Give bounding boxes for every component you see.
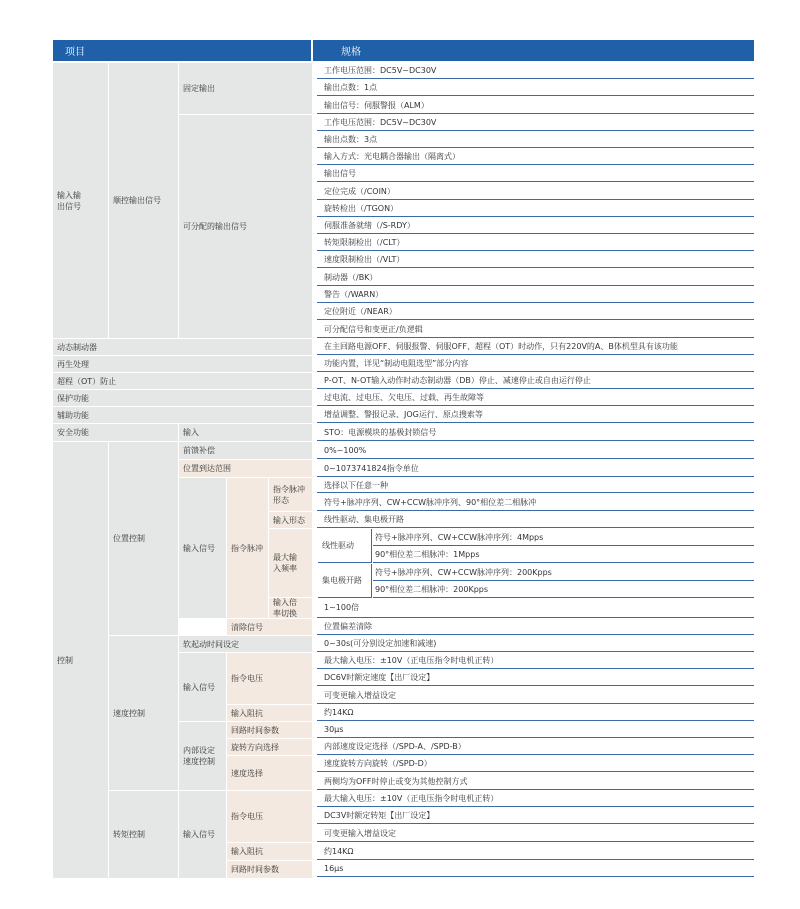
spec-row-text: 警告（/WARN）: [324, 290, 384, 299]
spec-row: [317, 269, 754, 286]
label-dynamic-brake: 动态制动器: [53, 339, 312, 355]
spec-row-text: 可变更输入增益设定: [324, 828, 396, 838]
spec-row: [317, 653, 754, 669]
spec-row: [317, 424, 754, 441]
spec-row: [317, 861, 754, 877]
spec-row-text: 最大输入电压：±10V（正电压指令时电机正转）: [324, 794, 499, 803]
label-open-collector: 集电极开路: [318, 564, 372, 598]
freq-oc-b: 90°相位差二相脉冲：200Kpps: [373, 582, 754, 598]
spec-row-text: 增益调整、警报记录、JOG运行、原点搜索等: [324, 410, 483, 419]
spec-row: [317, 687, 754, 704]
label-max-freq: 最大输 入频率: [269, 529, 312, 597]
label-mult-switch: 输入倍 率切换: [269, 598, 312, 618]
label-torque-input-impedance: 输入阻抗: [227, 843, 312, 860]
label-position-control: 位置控制: [109, 442, 178, 635]
label-regen: 再生处理: [53, 356, 312, 372]
spec-row-text: DC6V时额定速度【出厂设定】: [324, 673, 435, 682]
spec-row-text: 功能内置，详见“制动电阻选型”部分内容: [324, 359, 469, 368]
spec-row-text: 速度限制检出（/VLT）: [324, 255, 405, 264]
label-speed-input-signal: 输入信号: [179, 653, 226, 721]
spec-row-text: DC3V时额定转矩【出厂设定】: [324, 811, 435, 820]
label-safety: 安全功能: [53, 424, 178, 441]
spec-row: [317, 739, 754, 755]
spec-row-text: STO：电源模块的基极封锁信号: [324, 427, 437, 437]
label-seq-output: 顺控输出信号: [109, 63, 178, 338]
spec-row-text: 过电流、过电压、欠电压、过载、再生故障等: [324, 393, 484, 402]
spec-row-text: 选择以下任意一种: [324, 480, 388, 490]
spec-row: [317, 598, 754, 618]
label-soft-start: 软起动时间设定: [179, 636, 312, 652]
label-torque-input-signal: 输入信号: [179, 791, 226, 878]
spec-row-text: 30μs: [324, 725, 344, 734]
spec-row-text: 定位附近（/NEAR）: [324, 307, 397, 316]
spec-row-text: 制动器（/BK）: [324, 272, 378, 282]
spec-row: [317, 808, 754, 824]
spec-row: [317, 773, 754, 790]
spec-row: [317, 235, 754, 251]
label-speed-cmd-voltage: 指令电压: [227, 653, 312, 704]
label-torque-control: 转矩控制: [109, 791, 178, 878]
spec-row: [317, 636, 754, 652]
freq-oc-a: 符号+脉冲序列、CW+CCW脉冲序列：200Kpps: [373, 564, 754, 581]
label-pulse-form: 指令脉冲 形态: [269, 478, 312, 511]
header-spec: [313, 40, 754, 61]
spec-row-text: 输出信号: [324, 169, 356, 178]
spec-row-text: 伺服准备就绪（/S-RDY）: [324, 221, 415, 230]
spec-row-text: 符号+脉冲序列、CW+CCW脉冲序列、90°相位差二相脉冲: [324, 497, 537, 507]
label-torque-cmd-voltage: 指令电压: [227, 791, 312, 842]
label-speed-select: 速度选择: [227, 756, 312, 790]
label-io-signal: 输入输 出信号: [53, 63, 108, 338]
label-aux: 辅助功能: [53, 407, 312, 423]
label-assignable-output: 可分配的输出信号: [179, 115, 312, 338]
label-protect: 保护功能: [53, 390, 312, 406]
spec-row: [317, 478, 754, 493]
spec-row: [317, 201, 754, 217]
spec-row: [317, 791, 754, 807]
spec-row: [317, 705, 754, 721]
spec-row-text: 0~1073741824指令单位: [324, 463, 419, 473]
spec-row: [317, 97, 754, 114]
spec-row-text: 约14KΩ: [324, 846, 354, 856]
spec-row: [317, 287, 754, 303]
label-speed-control: 速度控制: [109, 636, 178, 790]
label-speed-loop-time: 回路时间参数: [227, 722, 312, 738]
spec-row: [317, 494, 754, 511]
label-position-range: 位置到达范围: [179, 460, 312, 477]
spec-row: [317, 63, 754, 79]
spec-row-text: 0%~100%: [324, 445, 367, 455]
freq-linear-a: 符号+脉冲序列、CW+CCW脉冲序列：4Mpps: [373, 529, 754, 546]
spec-row-text: 最大输入电压：±10V（正电压指令时电机正转）: [324, 656, 499, 665]
spec-row-text: 0~30s(可分别设定加速和减速): [324, 639, 437, 648]
spec-row-text: 16μs: [324, 864, 344, 873]
spec-row: [317, 670, 754, 686]
spec-row: [317, 183, 754, 200]
spec-row: [317, 304, 754, 320]
label-control: 控制: [53, 442, 108, 878]
spec-row-text: 1~100倍: [324, 603, 360, 612]
spec-row-text: P-OT、N-OT输入动作时动态制动器（DB）停止、减速停止或自由运行停止: [324, 376, 591, 385]
spec-row: [317, 80, 754, 96]
spec-row: [317, 115, 754, 131]
freq-linear-b: 90°相位差二相脉冲：1Mpps: [373, 547, 754, 563]
spec-row: [317, 166, 754, 182]
spec-row: [317, 218, 754, 234]
spec-row-text: 工作电压范围：DC5V~DC30V: [324, 66, 437, 75]
label-ot-prevent: 超程（OT）防止: [53, 373, 312, 389]
spec-row-text: 线性驱动、集电极开路: [324, 515, 404, 524]
spec-row: [317, 442, 754, 459]
spec-row: [317, 132, 754, 148]
spec-row: [317, 252, 754, 268]
label-torque-loop-time: 回路时间参数: [227, 861, 312, 878]
spec-row-text: 内部速度设定选择（/SPD-A、/SPD-B）: [324, 742, 466, 751]
spec-row: [317, 373, 754, 389]
spec-row: [317, 460, 754, 477]
spec-row: [317, 390, 754, 406]
spec-row-text: 在主回路电源OFF、伺服报警、伺服OFF、超程（OT）时动作，只有220V的A、B体机型具有该功能: [324, 342, 678, 351]
spec-row-text: 输出点数：1点: [324, 83, 378, 92]
label-speed-input-impedance: 输入阻抗: [227, 705, 312, 721]
spec-row: [317, 843, 754, 860]
spec-row: [317, 149, 754, 165]
label-input-signal-pos: 输入信号: [179, 478, 226, 618]
label-safety-input: 输入: [179, 424, 312, 441]
spec-row: [317, 407, 754, 423]
label-linear-drive: 线性驱动: [318, 529, 372, 563]
spec-row-text: 输出点数：3点: [324, 135, 378, 144]
spec-row-text: 输出信号：伺服警报（ALM）: [324, 100, 429, 110]
spec-row-text: 工作电压范围：DC5V~DC30V: [324, 118, 437, 127]
spec-row: [317, 356, 754, 372]
spec-row: [317, 339, 754, 355]
spec-row-text: 旋转检出（/TGON）: [324, 204, 399, 213]
spec-row-text: 可变更输入增益设定: [324, 690, 396, 700]
header-item: [53, 40, 311, 61]
spec-row-text: 定位完成（/COIN）: [324, 186, 395, 196]
label-clear-signal: 清除信号: [227, 619, 312, 635]
spec-row: [317, 756, 754, 772]
spec-row-text: 转矩限制检出（/CLT）: [324, 238, 405, 247]
header-item-label: 项目: [65, 47, 85, 58]
label-input-form: 输入形态: [269, 512, 312, 528]
spec-row: [317, 321, 754, 338]
label-command-pulse: 指令脉冲: [227, 478, 268, 618]
spec-row: [317, 722, 754, 738]
spec-row-text: 位置偏差清除: [324, 622, 372, 631]
header-spec-label: 规格: [341, 47, 361, 58]
label-internal-speed: 内部设定 速度控制: [179, 722, 226, 790]
spec-row-text: 可分配信号和变更正/负逻辑: [324, 324, 423, 334]
label-fixed-output: 固定输出: [179, 63, 312, 114]
spec-row-text: 两侧均为OFF时停止或变为其他控制方式: [324, 776, 468, 786]
spec-row-text: 约14KΩ: [324, 708, 354, 717]
label-feedforward: 前馈补偿: [179, 442, 312, 459]
spec-row-text: 速度旋转方向旋转（/SPD-D）: [324, 759, 432, 768]
label-rotation-dir: 旋转方向选择: [227, 739, 312, 755]
spec-row: [317, 619, 754, 635]
spec-row-text: 输入方式：光电耦合器输出（隔离式）: [324, 152, 460, 161]
spec-row: [317, 512, 754, 528]
spec-row: [317, 825, 754, 842]
